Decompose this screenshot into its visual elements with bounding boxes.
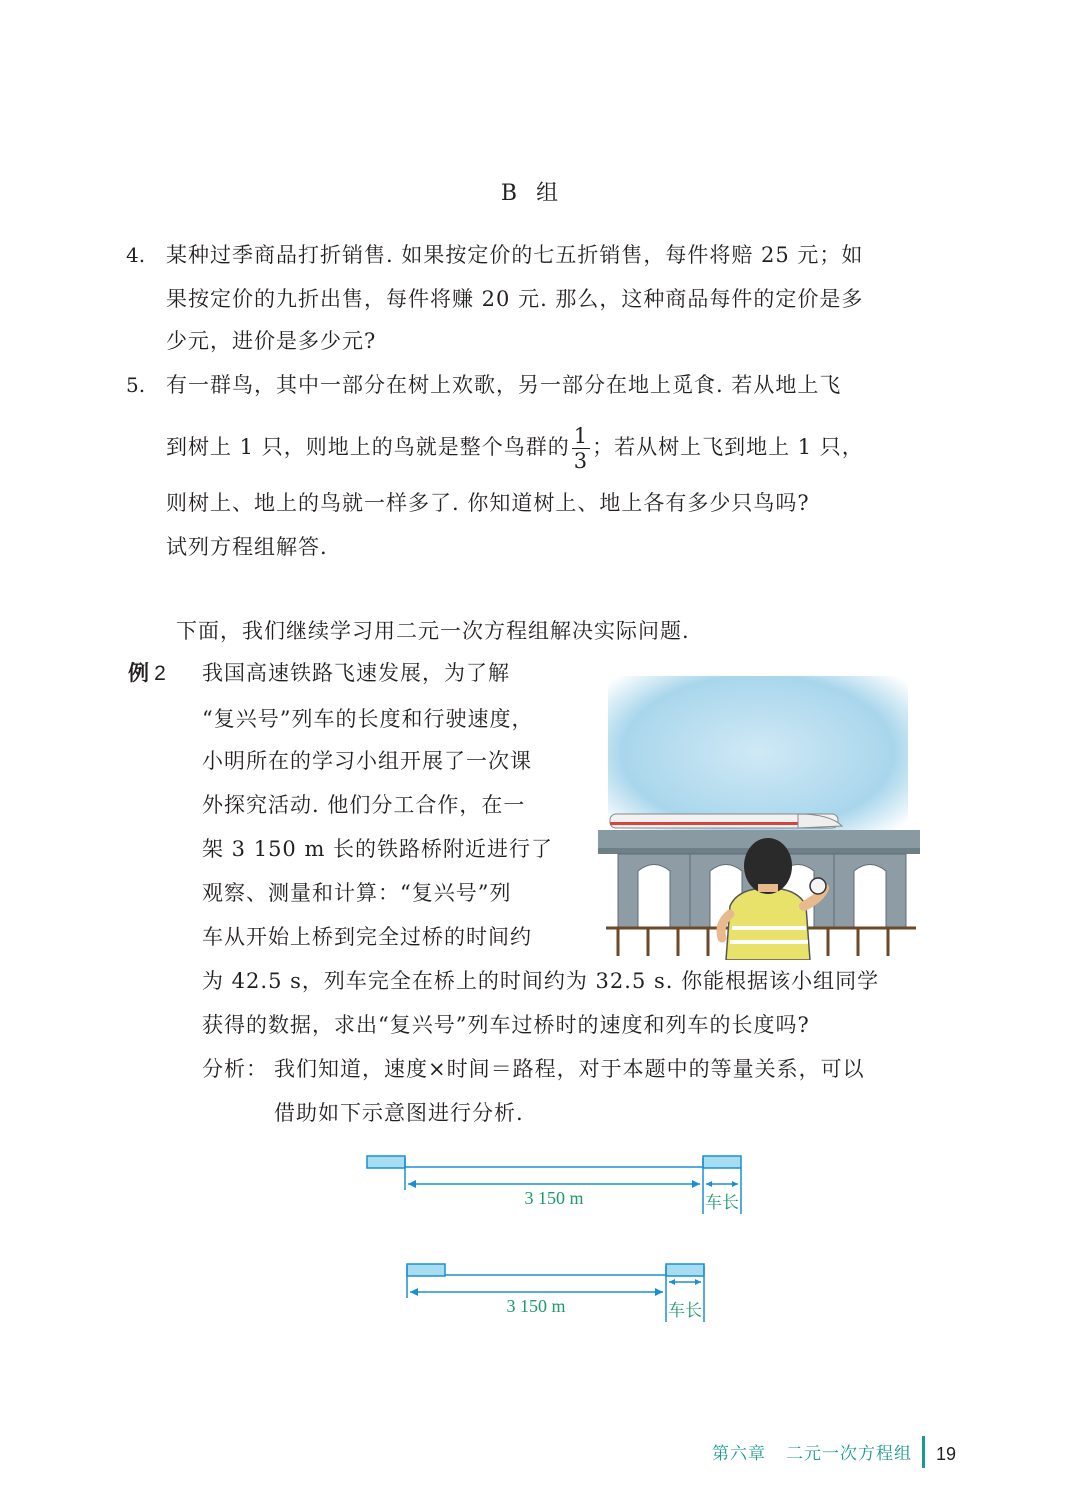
example-line-3: 小明所在的学习小组开展了一次课	[202, 749, 532, 773]
car-length-label-1: 车长	[705, 1193, 739, 1213]
train-end-2	[666, 1264, 704, 1276]
example-label-text: 例	[128, 661, 149, 685]
page-number: 19	[936, 1444, 957, 1464]
footer-title: 二元一次方程组	[786, 1444, 912, 1464]
problem-5-line-4: 试列方程组解答.	[166, 535, 328, 559]
car-length-label-2: 车长	[668, 1301, 702, 1321]
footer-divider	[922, 1436, 925, 1468]
example-line-8: 为 42.5 s，列车完全在桥上的时间约为 32.5 s. 你能根据该小组同学	[202, 969, 880, 993]
problem-4-number: 4.	[126, 243, 146, 267]
train-bridge-illustration	[598, 666, 920, 960]
problem-5-line-3: 则树上、地上的鸟就一样多了. 你知道树上、地上各有多少只鸟吗?	[166, 491, 810, 515]
analysis-line-1: 我们知道，速度×时间＝路程，对于本题中的等量关系，可以	[274, 1057, 865, 1081]
example-line-1: 我国高速铁路飞速发展，为了解	[202, 661, 510, 685]
example-line-2: “复兴号”列车的长度和行驶速度，	[202, 707, 534, 731]
problem-4-line-3: 少元，进价是多少元?	[166, 329, 377, 353]
train-end-1	[703, 1156, 741, 1168]
analysis-line-2: 借助如下示意图进行分析.	[274, 1101, 524, 1125]
example-number: 2	[154, 662, 166, 685]
example-label	[128, 658, 166, 689]
example-line-4: 外探究活动. 他们分工合作，在一	[202, 793, 526, 817]
train-start-1	[367, 1156, 405, 1168]
distance-label-2: 3 150 m	[506, 1296, 566, 1316]
problem-5-line-2-before: 到树上 1 只，则地上的鸟就是整个鸟群的	[166, 435, 570, 459]
diagram-1	[360, 1150, 750, 1220]
problem-4-line-1: 某种过季商品打折销售. 如果按定价的七五折销售，每件将赔 25 元；如	[166, 243, 864, 267]
distance-label-1: 3 150 m	[524, 1188, 584, 1208]
example-line-7: 车从开始上桥到完全过桥的时间约	[202, 925, 532, 949]
problem-5-line-2	[166, 420, 864, 474]
problem-5-number: 5.	[126, 373, 146, 397]
section-heading: B 组	[500, 181, 565, 206]
footer-chapter: 第六章	[712, 1444, 766, 1464]
train-icon	[610, 814, 842, 828]
diagram-2	[400, 1258, 710, 1328]
problem-5-line-1: 有一群鸟，其中一部分在树上欢歌，另一部分在地上觅食. 若从地上飞	[166, 373, 842, 397]
example-line-5: 架 3 150 m 长的铁路桥附近进行了	[202, 837, 554, 861]
problem-4-line-2: 果按定价的九折出售，每件将赚 20 元. 那么，这种商品每件的定价是多	[166, 287, 864, 311]
fraction-numerator: 1	[573, 424, 589, 448]
one-third-fraction	[572, 424, 590, 473]
problem-5-line-2-after: ；若从树上飞到地上 1 只，	[592, 435, 864, 459]
example-line-9: 获得的数据，求出“复兴号”列车过桥时的速度和列车的长度吗?	[202, 1013, 810, 1037]
intro-text: 下面，我们继续学习用二元一次方程组解决实际问题.	[176, 619, 690, 643]
example-line-6: 观察、测量和计算：“复兴号”列	[202, 881, 512, 905]
fraction-denominator: 3	[573, 449, 589, 473]
train-start-2	[407, 1264, 445, 1276]
analysis-label: 分析：	[202, 1057, 268, 1081]
